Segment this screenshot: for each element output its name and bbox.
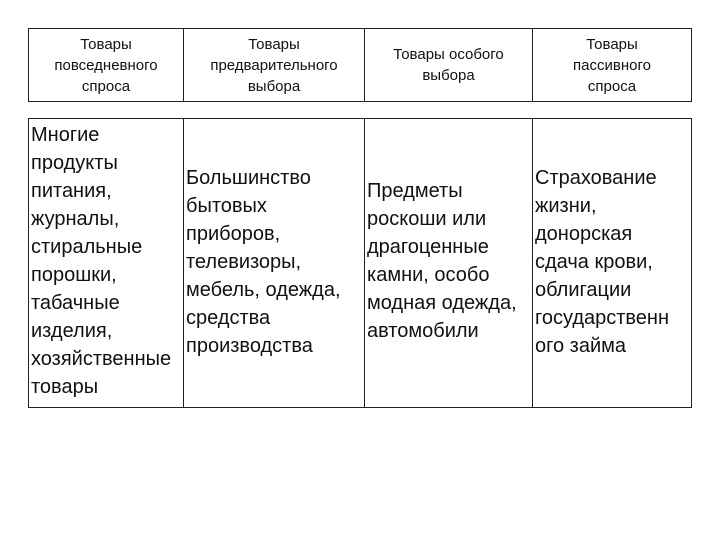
examples-cell-shopping-goods: Большинство бытовых приборов, телевизоры, мебель, одежда, средства производства bbox=[184, 119, 365, 408]
examples-cell-specialty-goods: Предметы роскоши или драгоценные камни, особо модная одежда, автомобили bbox=[365, 119, 533, 408]
header-label-everyday-goods: Товары повседневного спроса bbox=[54, 35, 158, 95]
examples-row bbox=[29, 119, 692, 408]
header-row bbox=[29, 29, 692, 102]
header-label-unsought-goods: Товары пассивного спроса bbox=[573, 35, 651, 95]
header-cell-specialty-goods bbox=[365, 29, 533, 102]
examples-cell-everyday-goods: Многие продукты питания, журналы, стиральные порошки, табачные изделия, хозяйственные товары bbox=[29, 119, 184, 408]
header-cell-unsought-goods bbox=[533, 29, 692, 102]
header-label-shopping-goods: Товары предварительного выбора bbox=[210, 35, 338, 95]
header-table bbox=[28, 28, 692, 102]
examples-table bbox=[28, 118, 692, 408]
header-cell-shopping-goods bbox=[184, 29, 365, 102]
header-label-specialty-goods: Товары особого выбора bbox=[393, 46, 504, 84]
examples-cell-unsought-goods: Страхование жизни, донорская сдача крови, облигации государственн ого займа bbox=[533, 119, 692, 408]
header-cell-everyday-goods bbox=[29, 29, 184, 102]
